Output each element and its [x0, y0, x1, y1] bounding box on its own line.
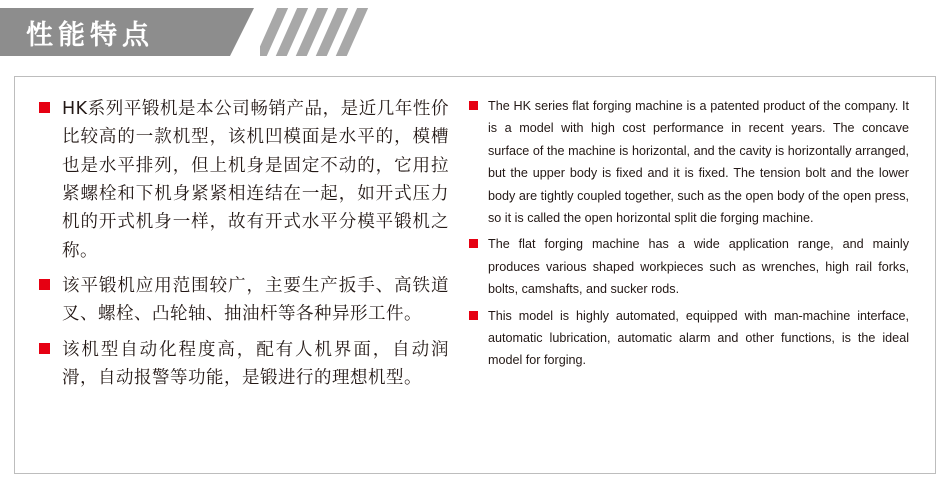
list-item	[39, 336, 449, 393]
square-bullet-icon	[469, 311, 478, 320]
page-title: 性能特点	[26, 19, 154, 51]
bullet-text: 该平锻机应用范围较广，主要生产扳手、高铁道叉、螺栓、凸轮轴、抽油杆等各种异形工件。	[62, 276, 449, 325]
header-banner	[0, 8, 230, 56]
section-header	[0, 8, 950, 70]
list-item	[39, 272, 449, 329]
square-bullet-icon	[39, 343, 50, 354]
square-bullet-icon	[39, 279, 50, 290]
square-bullet-icon	[469, 239, 478, 248]
list-item	[469, 95, 909, 229]
bullet-text: 该机型自动化程度高，配有人机界面，自动润滑，自动报警等功能，是锻进行的理想机型。	[62, 339, 449, 389]
bullet-text: The HK series flat forging machine is a patented product of the company. It is a model with high cost performance in recent years. The concave surface of the machine is horizontal, and the cavity is horizontally arranged, but the upper body is fixed and it is fixed. The tension bolt and the lower body are tightly coupled together, such as the open body of the open press, so it is called the open horizontal split die forging machine.	[488, 99, 909, 226]
english-column	[457, 95, 925, 463]
page-root	[0, 8, 950, 496]
bullet-text: The flat forging machine has a wide application range, and mainly produces various shaped workpieces such as wrenches, high rail forks, bolts, camshafts, and sucker rods.	[488, 237, 909, 297]
bullet-text: HK系列平锻机是本公司畅销产品，是近几年性价比较高的一款机型，该机凹模面是水平的，模槽也是水平排列，但上机身是固定不动的，它用拉紧螺栓和下机身紧紧相连结在一起，如开式压力机的开式机身一样，故有开式水平分模平锻机之称。	[62, 99, 449, 261]
square-bullet-icon	[469, 101, 478, 110]
chinese-column	[25, 95, 457, 463]
square-bullet-icon	[39, 102, 50, 113]
list-item	[469, 305, 909, 372]
header-stripes-decoration	[260, 8, 390, 56]
list-item	[39, 95, 449, 265]
list-item	[469, 233, 909, 300]
bullet-text: This model is highly automated, equipped with man-machine interface, automatic lubrication, automatic alarm and other functions, is the ideal model for forging.	[488, 308, 909, 368]
content-panel	[14, 76, 936, 474]
